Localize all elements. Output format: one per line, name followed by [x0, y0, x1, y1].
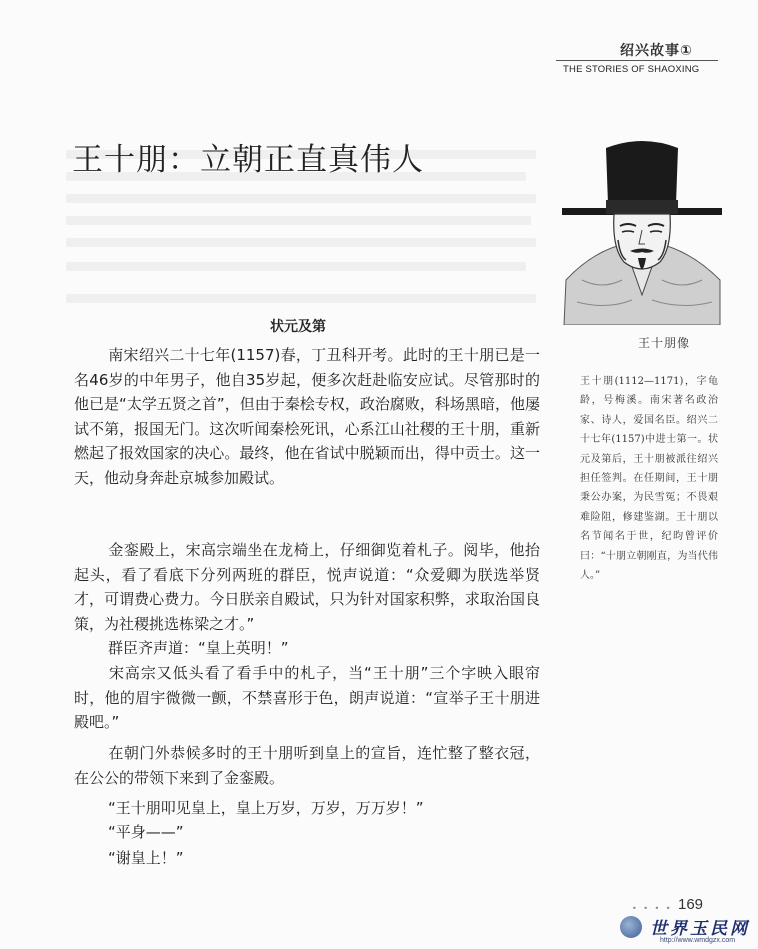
dialogue-line: “平身——”	[108, 823, 184, 841]
watermark-logo: 世界玉民网	[650, 919, 750, 939]
portrait-caption: 王十朋像	[638, 336, 691, 350]
bleed-through-line	[66, 194, 536, 203]
bleed-through-line	[66, 238, 536, 247]
bleed-through-line	[66, 262, 526, 271]
series-subtitle: THE STORIES OF SHAOXING	[563, 64, 700, 75]
bleed-through-line	[66, 294, 536, 303]
body-paragraph: 群臣齐声道：“皇上英明！”	[108, 639, 289, 657]
biography-note: 王十朋(1112—1171)，字龟龄，号梅溪。南宋著名政治家、诗人，爱国名臣。绍兴二十七年(1157)中进士第一。状元及第后，王十朋被派往绍兴担任签判。在任期间，王十朋秉公办案，为民雪冤；不畏艰难险阻，修建鉴湖。王十朋以名节闻名于世，纪昀曾评价曰：“十朋立朝刚直，为当代伟人。”	[580, 376, 718, 582]
watermark-globe-icon	[620, 916, 642, 938]
body-paragraph: 宋高宗又低头看了看手中的札子，当“王十朋”三个字映入眼帘时，他的眉宇微微一颤，不禁喜形于色，朗声说道：“宣举子王十朋进殿吧。”	[74, 664, 540, 731]
dialogue-line: “谢皇上！”	[108, 849, 184, 867]
body-paragraph: 南宋绍兴二十七年(1157)春，丁丑科开考。此时的王十朋已是一名46岁的中年男子，他自35岁起，便多次赶赴临安应试。尽管那时的他已是“太学五贤之首”，但由于秦桧专权，政治腐败，科场黑暗，他屡试不第，报国无门。这次听闻秦桧死讯，心系江山社稷的王十朋，重新燃起了报效国家的决心。最终，他在省试中脱颖而出，得中贡士。这一天，他动身奔赴京城参加殿试。	[74, 346, 540, 487]
body-paragraph: 金銮殿上，宋高宗端坐在龙椅上，仔细御览着札子。阅毕，他抬起头，看了看底下分列两班的群臣，悦声说道：“众爱卿为朕选举贤才，可谓费心费力。今日朕亲自殿试，只为针对国家积弊，求取治国良策，为社稷挑选栋梁之才。”	[74, 541, 540, 633]
watermark-url: http://www.wmdgzx.com	[660, 937, 736, 944]
series-title: 绍兴故事①	[620, 43, 693, 59]
bleed-through-line	[66, 216, 531, 225]
body-paragraph: 在朝门外恭候多时的王十朋听到皇上的宣旨，连忙整了整衣冠，在公公的带领下来到了金銮殿。	[74, 744, 540, 787]
dialogue-line: “王十朋叩见皇上，皇上万岁，万岁，万万岁！”	[108, 799, 424, 817]
page-number: 169	[678, 896, 704, 913]
page-dots-decoration: • • • •	[632, 904, 673, 913]
header-rule	[556, 60, 718, 61]
article-title: 王十朋：立朝正直真伟人	[72, 142, 424, 178]
portrait-illustration	[562, 130, 722, 325]
section-heading: 状元及第	[270, 319, 326, 335]
